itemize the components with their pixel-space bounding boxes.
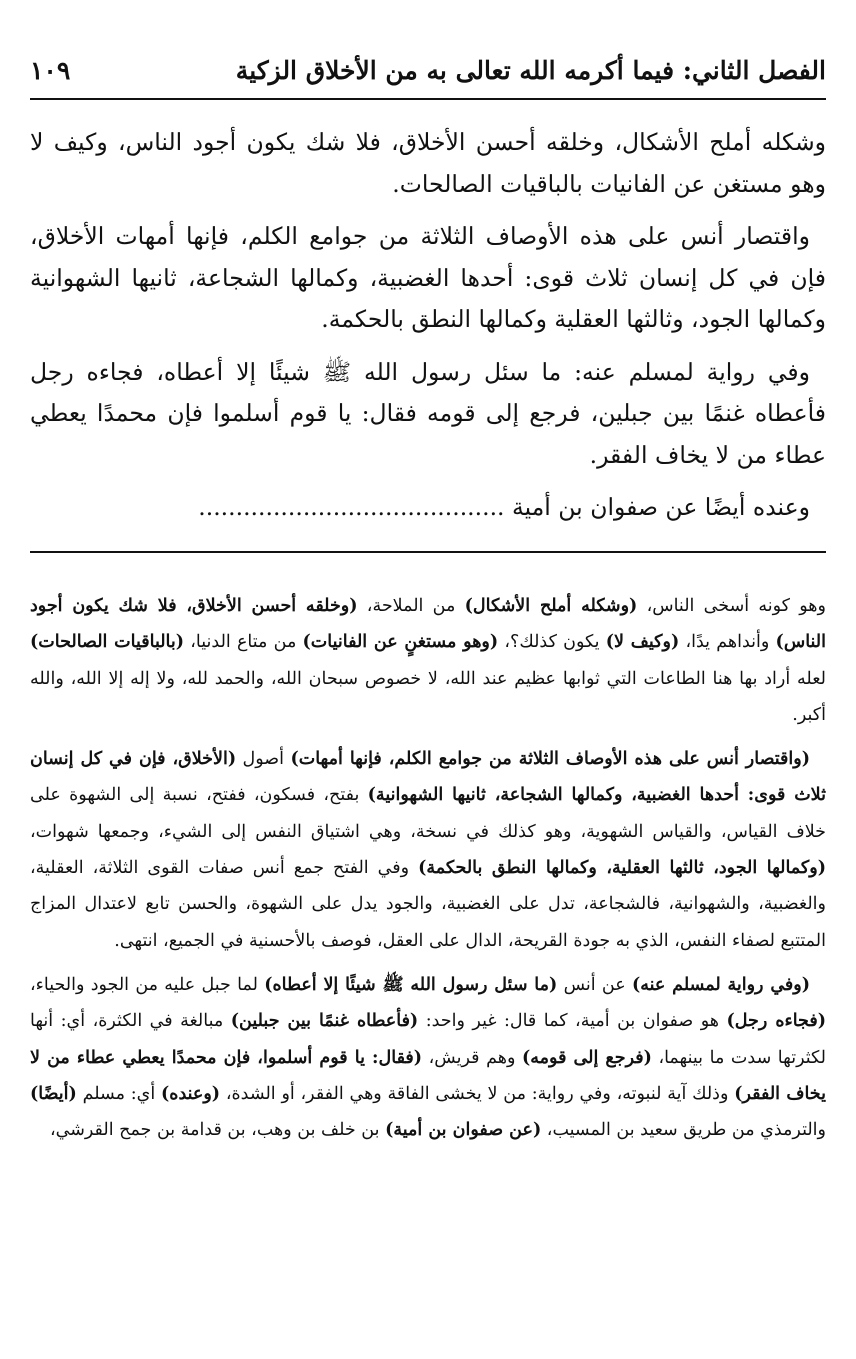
quoted-main-text: (أيضًا) [30, 1083, 77, 1104]
quoted-main-text: (عن صفوان بن أمية) [385, 1120, 542, 1141]
quoted-main-text: (ما سئل رسول الله ﷺ شيئًا إلا أعطاه) [264, 974, 558, 995]
commentary-run: بفتح، فسكون، ففتح، نسبة إلى الشهوة على خلاف القياس، والقياس الشهوية، وهو كذلك في نسخة، وهي اشتياق النفس إلى الشيء، وجمعها شهوات، [30, 785, 826, 842]
commentary-run: وذلك آية لنبوته، وفي رواية: من لا يخشى الفاقة وهي الفقر، أو الشدة، [220, 1083, 735, 1104]
commentary-run: مبالغة في الكثرة، أي: أنها لكثرتها سدت ما بينهما، [30, 1011, 827, 1068]
quoted-main-text: (فجاءه رجل) [726, 1011, 826, 1032]
commentary-run: من متاع الدنيا، [184, 632, 303, 653]
commentary-run: والترمذي من طريق سعيد بن المسيب، [541, 1120, 826, 1141]
commentary-text [30, 588, 826, 1156]
commentary-run: بن خلف بن وهب، بن قدامة بن جمح القرشي، [49, 1120, 386, 1141]
quoted-main-text: (فأعطاه غنمًا بين جبلين) [230, 1011, 419, 1032]
quoted-main-text: (وخلقه أحسن الأخلاق، فلا شك يكون أجود الناس) [30, 596, 826, 653]
commentary-run: هو صفوان بن أمية، كما قال: غير واحد: [418, 1011, 727, 1032]
commentary-run: وهم قريش، [422, 1047, 522, 1068]
quoted-main-text: (وشكله أملح الأشكال) [464, 596, 638, 616]
commentary-run: وهو كونه أسخى الناس، [637, 596, 826, 616]
quoted-main-text: (وكمالها الجود، ثالثها العقلية، وكمالها النطق بالحكمة) [418, 858, 826, 879]
commentary-run: أي: مسلم [76, 1083, 161, 1104]
continuation-dots: ......................................... [198, 493, 505, 521]
quoted-main-text: (الأخلاق، فإن في كل إنسان ثلاث قوى: أحدها الغضبية، وكمالها الشجاعة، ثانيها الشهوانية) [30, 749, 826, 806]
main-text [30, 122, 826, 540]
quoted-main-text: (وكيف لا) [605, 632, 680, 653]
commentary-run: أصول [236, 749, 291, 770]
commentary-run: من الملاحة، [357, 596, 465, 616]
section-divider [30, 551, 826, 553]
quoted-main-text: (وعنده) [161, 1083, 221, 1104]
quoted-main-text: (بالباقيات الصالحات) [30, 632, 185, 653]
commentary-run: وفي الفتح جمع أنس صفات القوى الثلاثة، العقلية، والغضبية، والشهوانية، فالشجاعة، تدل على الغضبية، والجود يدل على الشهوة، والحسن تابع لاعتدال المزاج المتتبع لصفاء النفس، الذي به جودة القريحة، الدال على العقل، فوصف بالأحسنية في الجميع، انتهى. [30, 858, 826, 951]
quoted-main-text: (وهو مستغنٍ عن الفانيات) [302, 632, 499, 653]
quoted-main-text: (فرجع إلى قومه) [522, 1047, 652, 1068]
commentary-run: وأنداهم يدًا، [679, 632, 776, 653]
commentary-paragraph-3 [30, 967, 826, 1148]
main-paragraph-4 [30, 487, 826, 529]
commentary-paragraph-1 [30, 588, 826, 733]
main-paragraph-3: وفي رواية لمسلم عنه: ما سئل رسول الله ﷺ شيئًا إلا أعطاه، فجاءه رجل فأعطاه غنمًا بين جبلين، فرجع إلى قومه فقال: يا قوم أسلموا فإن محمدًا يعطي عطاء من لا يخاف الفقر. [30, 357, 826, 469]
page-number: ١٠٩ [30, 56, 71, 85]
page-header [30, 52, 826, 100]
commentary-run: يكون كذلك؟، [498, 632, 606, 653]
commentary-run: عن أنس [557, 974, 632, 995]
main-paragraph-2: واقتصار أنس على هذه الأوصاف الثلاثة من جوامع الكلم، فإنها أمهات الأخلاق، فإن في كل إنسان ثلاث قوى: أحدها الغضبية، وكمالها الشجاعة، ثانيها الشهوانية وكمالها الجود، وثالثها العقلية وكمالها النطق بالحكمة. [30, 222, 826, 333]
commentary-run: لما جبل عليه من الجود والحياء، [30, 974, 265, 995]
quoted-main-text: (واقتصار أنس على هذه الأوصاف الثلاثة من جوامع الكلم، فإنها أمهات) [290, 749, 811, 770]
commentary-paragraph-2 [30, 741, 826, 959]
main-paragraph-4-text: وعنده أيضًا عن صفوان بن أمية [512, 493, 810, 521]
quoted-main-text: (وفي رواية لمسلم عنه) [631, 974, 810, 995]
quoted-main-text: (فقال: يا قوم أسلموا، فإن محمدًا يعطي عطاء من لا يخاف الفقر) [30, 1047, 826, 1104]
main-paragraph-1: وشكله أملح الأشكال، وخلقه أحسن الأخلاق، فلا شك يكون أجود الناس، وكيف لا وهو مستغن عن الفانيات بالباقيات الصالحات. [30, 128, 826, 198]
chapter-title: الفصل الثاني: فيما أكرمه الله تعالى به من الأخلاق الزكية [235, 56, 826, 85]
commentary-run: لعله أراد بها هنا الطاعات التي ثوابها عظيم عند الله، لا خصوص سبحان الله، والحمد لله، ولا إله إلا الله، والله أكبر. [30, 668, 826, 725]
